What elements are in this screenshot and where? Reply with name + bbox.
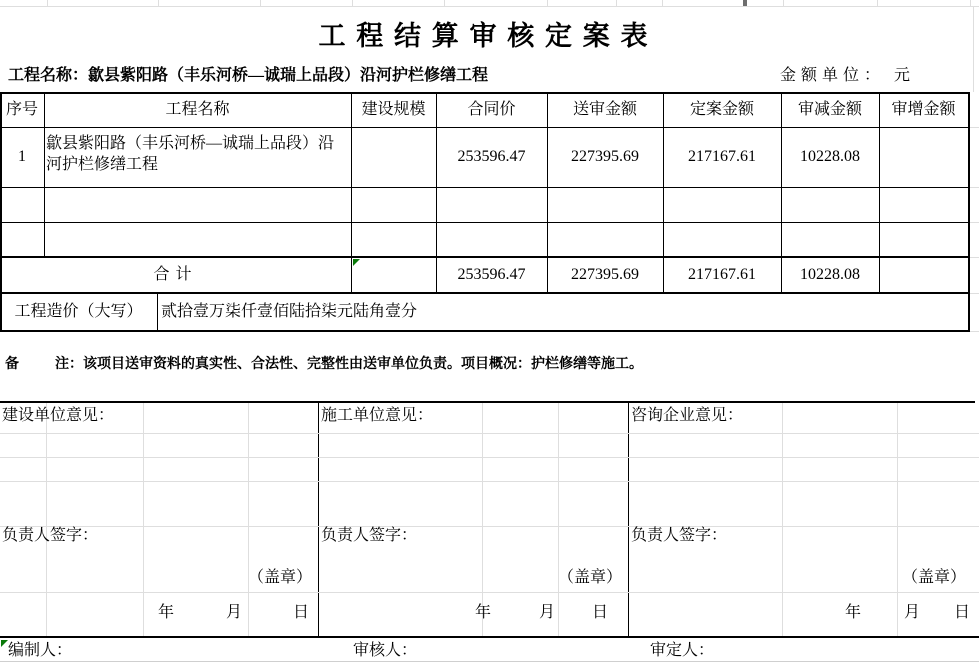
table-border [781,92,782,293]
gridline [0,433,979,434]
section-divider [318,403,319,636]
header-increased-amount: 审增金额 [891,101,956,118]
header-project-name: 工程名称 [165,101,230,118]
gridline [248,403,249,636]
table-border [351,92,352,293]
table-border [436,92,437,293]
seal-label: （盖章） [901,569,966,586]
total-label: 合计 [153,266,198,283]
section-border [0,636,979,638]
cell-project-name[interactable]: 歙县紫阳路（丰乐河桥—诚瑞上品段）沿河护栏修缮工程 [46,135,335,173]
date-day-label: 日 [954,604,971,621]
total-submitted-amount[interactable]: 227395.69 [571,266,639,283]
date-day-label: 日 [592,604,609,621]
gridline [558,403,559,636]
section-border [0,401,975,403]
table-border [0,92,2,332]
gridline [0,592,979,593]
table-border [0,92,970,94]
gridline [897,403,898,636]
table-border [0,330,970,332]
header-scale: 建设规模 [361,101,426,118]
gridline [970,127,979,128]
table-border [663,92,664,293]
gridline [143,403,144,636]
sign-label: 负责人签字： [321,527,418,544]
remark-text: 注：该项目送审资料的真实性、合法性、完整性由送审单位负责。项目概况：护栏修缮等施工。 [55,357,643,372]
gridline [970,293,979,294]
total-reduced-amount[interactable]: 10228.08 [800,266,860,283]
gridline [352,0,353,6]
table-border [157,292,158,332]
gridline [260,0,261,6]
gridline [662,0,663,6]
reviewer-label: 审核人： [353,642,418,659]
table-border [0,222,968,223]
date-year-label: 年 [158,604,175,621]
gridline [47,0,48,6]
opinion-title-construction-unit: 建设单位意见： [2,407,115,424]
amount-words-label: 工程造价（大写） [14,303,143,320]
cell-contract-price[interactable]: 253596.47 [457,148,526,165]
gridline [0,481,979,482]
gridline [782,403,783,636]
table-border [0,127,968,128]
date-month-label: 月 [539,604,556,621]
total-contract-price[interactable]: 253596.47 [457,266,526,283]
table-border [0,256,968,258]
seal-label: （盖章） [557,569,622,586]
remark-label: 备 [5,357,19,372]
opinion-title-contractor: 施工单位意见： [321,407,434,424]
table-border [879,92,880,293]
opinion-title-consulting-firm: 咨询企业意见： [631,407,744,424]
approver-label: 审定人： [650,642,715,659]
total-finalized-amount[interactable]: 217167.61 [688,266,756,283]
gridline [970,222,979,223]
gridline [482,403,483,636]
gridline [970,187,979,188]
gridline [158,0,159,6]
gridline [970,257,979,258]
section-divider [628,403,629,636]
date-year-label: 年 [475,604,492,621]
cell-submitted-amount[interactable]: 227395.69 [571,148,639,165]
amount-words-value[interactable]: 贰拾壹万柒仟壹佰陆拾柒元陆角壹分 [161,303,418,320]
gridline [970,0,971,6]
gridline [0,526,979,527]
sign-label: 负责人签字： [631,527,728,544]
gridline [970,331,979,332]
header-contract-price: 合同价 [467,101,516,118]
seal-label: （盖章） [247,569,312,586]
table-border [0,292,968,294]
table-border [968,92,970,332]
date-month-label: 月 [226,604,243,621]
cell-error-indicator [353,259,360,266]
header-submitted-amount: 送审金额 [572,101,637,118]
gridline [973,6,974,92]
header-seq: 序号 [5,101,38,118]
header-finalized-amount: 定案金额 [689,101,754,118]
date-month-label: 月 [904,604,921,621]
date-year-label: 年 [845,604,862,621]
page-title: 工 程 结 算 审 核 定 案 表 [318,21,650,51]
cell-finalized-amount[interactable]: 217167.61 [688,148,756,165]
gridline [547,0,548,6]
header-reduced-amount: 审减金额 [797,101,862,118]
gridline [0,6,979,7]
table-border [0,187,968,188]
cell-reduced-amount[interactable]: 10228.08 [800,148,860,165]
gridline [783,0,784,6]
gridline [877,0,878,6]
amount-unit-label: 金额单位： 元 [780,67,916,84]
project-name-label: 工程名称：歙县紫阳路（丰乐河桥—诚瑞上品段）沿河护栏修缮工程 [8,67,489,84]
cell-seq[interactable]: 1 [18,148,26,165]
gridline [0,661,979,662]
gridline [616,0,617,6]
sign-label: 负责人签字： [2,527,99,544]
gridline [0,457,979,458]
column-drag-mark [743,0,747,6]
date-day-label: 日 [293,604,310,621]
cell-error-indicator [1,640,8,647]
table-border [547,92,548,293]
gridline [444,0,445,6]
gridline [46,403,47,636]
preparer-label: 编制人： [8,642,73,659]
